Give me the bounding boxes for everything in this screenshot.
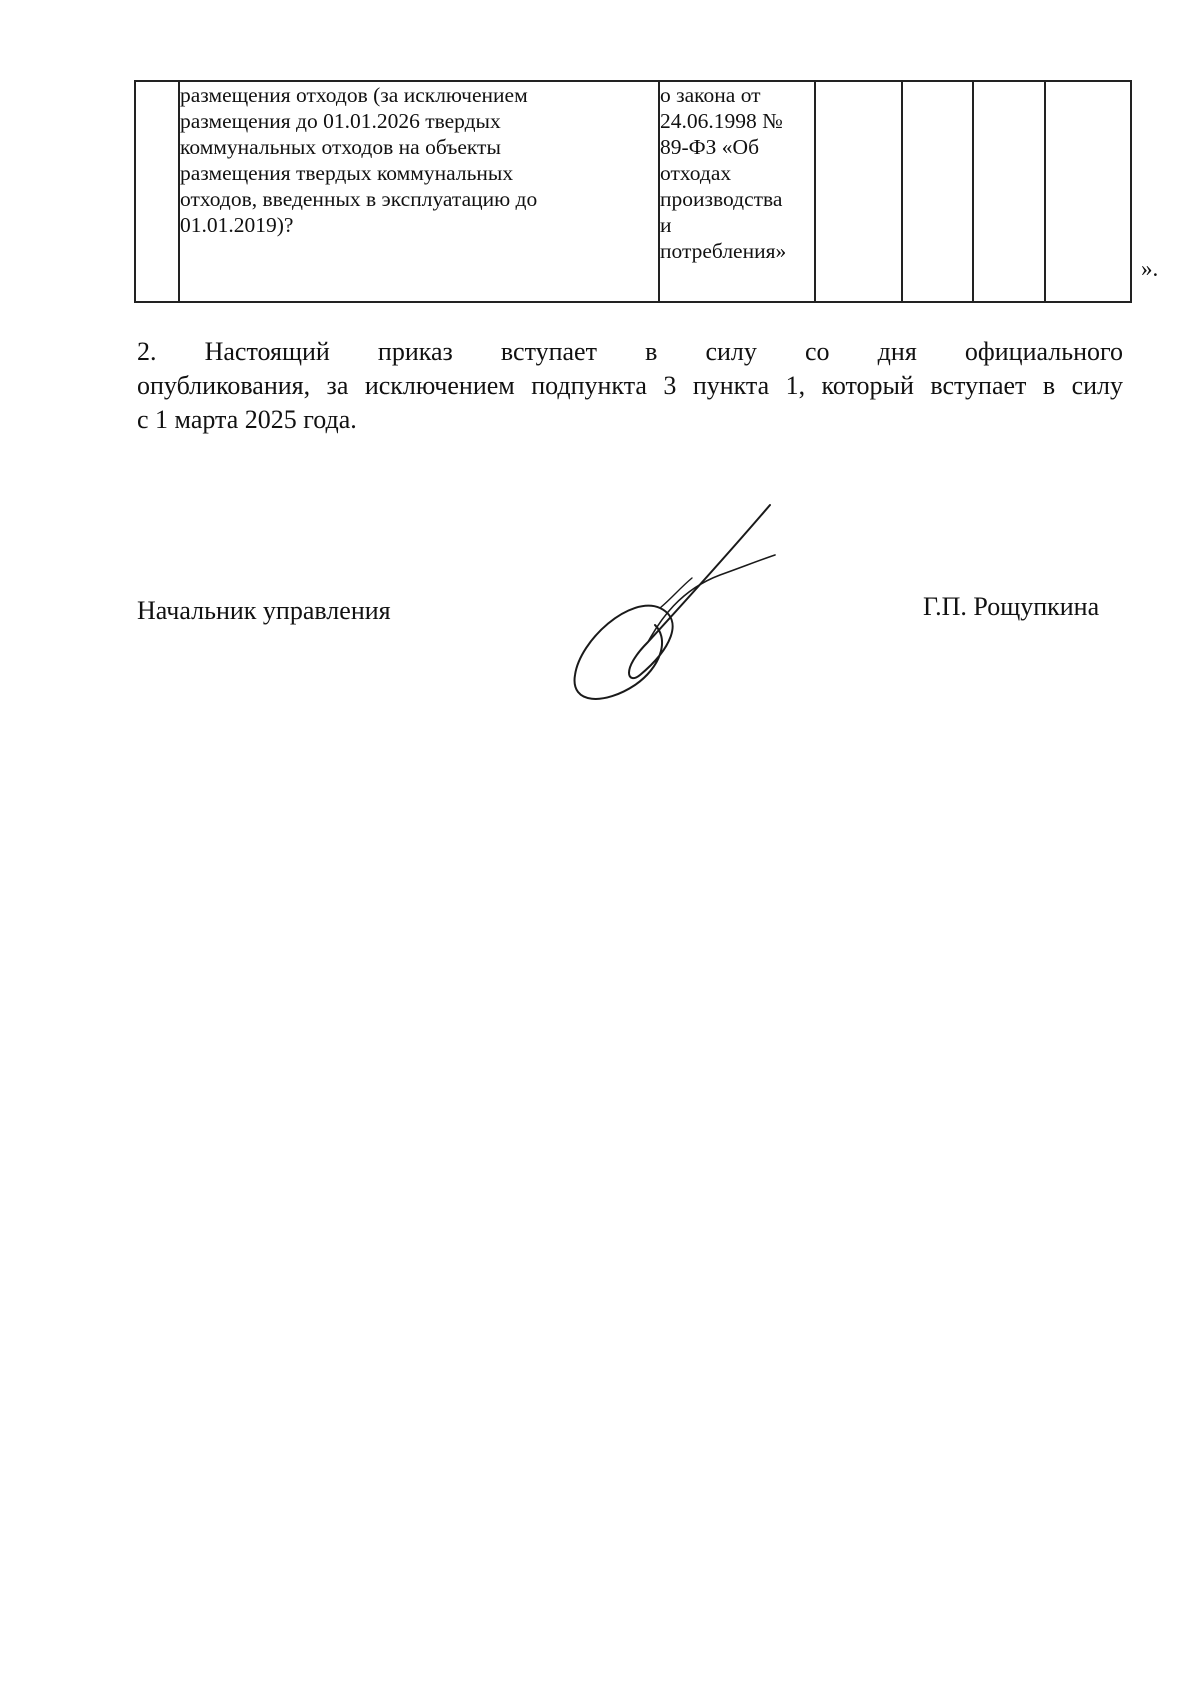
row-number-cell [135, 81, 179, 302]
paragraph-2-line-1 [137, 336, 1123, 368]
note-cell [1045, 81, 1131, 302]
word: со [805, 337, 830, 366]
signature-stroke [575, 505, 770, 699]
question-line: отходов, введенных в эксплуатацию до [180, 187, 538, 211]
word: в [645, 337, 658, 366]
word: вступает [500, 337, 597, 366]
signatory-name: Г.П. Рощупкина [923, 592, 1100, 621]
answer-na-cell [973, 81, 1045, 302]
word: официального [964, 337, 1124, 366]
paragraph-number: 2. [137, 337, 157, 366]
law-line: производства [660, 187, 783, 211]
closing-quote-mark: ». [1141, 256, 1159, 281]
word: приказ [377, 337, 453, 366]
requirements-table-continuation [134, 80, 1132, 303]
law-line: 24.06.1998 № [660, 109, 783, 133]
law-line: отходах [660, 161, 732, 185]
question-line: размещения до 01.01.2026 твердых [180, 109, 501, 133]
law-line: 89-ФЗ «Об [660, 135, 760, 159]
paragraph-2-line-2: опубликования, за исключением подпункта 3 пункта 1, который вступает в силу [137, 371, 1123, 400]
question-line: размещения отходов (за исключением [180, 83, 528, 107]
word: Настоящий [204, 337, 330, 366]
signatory-position: Начальник управления [137, 596, 391, 625]
law-line: о закона от [660, 83, 761, 107]
table-row [135, 81, 1131, 302]
signature-flourish [648, 555, 775, 642]
word: силу [705, 337, 757, 366]
legal-reference-cell [659, 81, 815, 302]
answer-no-cell [902, 81, 973, 302]
paragraph-2-line-3: с 1 марта 2025 года. [137, 405, 357, 434]
law-line: потребления» [660, 239, 787, 263]
question-line: 01.01.2019)? [180, 213, 294, 237]
question-line: коммунальных отходов на объекты [180, 135, 501, 159]
law-line: и [660, 213, 672, 237]
handwritten-signature [560, 490, 820, 720]
answer-yes-cell [815, 81, 902, 302]
word: дня [877, 337, 917, 366]
question-cell [179, 81, 659, 302]
question-line: размещения твердых коммунальных [180, 161, 514, 185]
